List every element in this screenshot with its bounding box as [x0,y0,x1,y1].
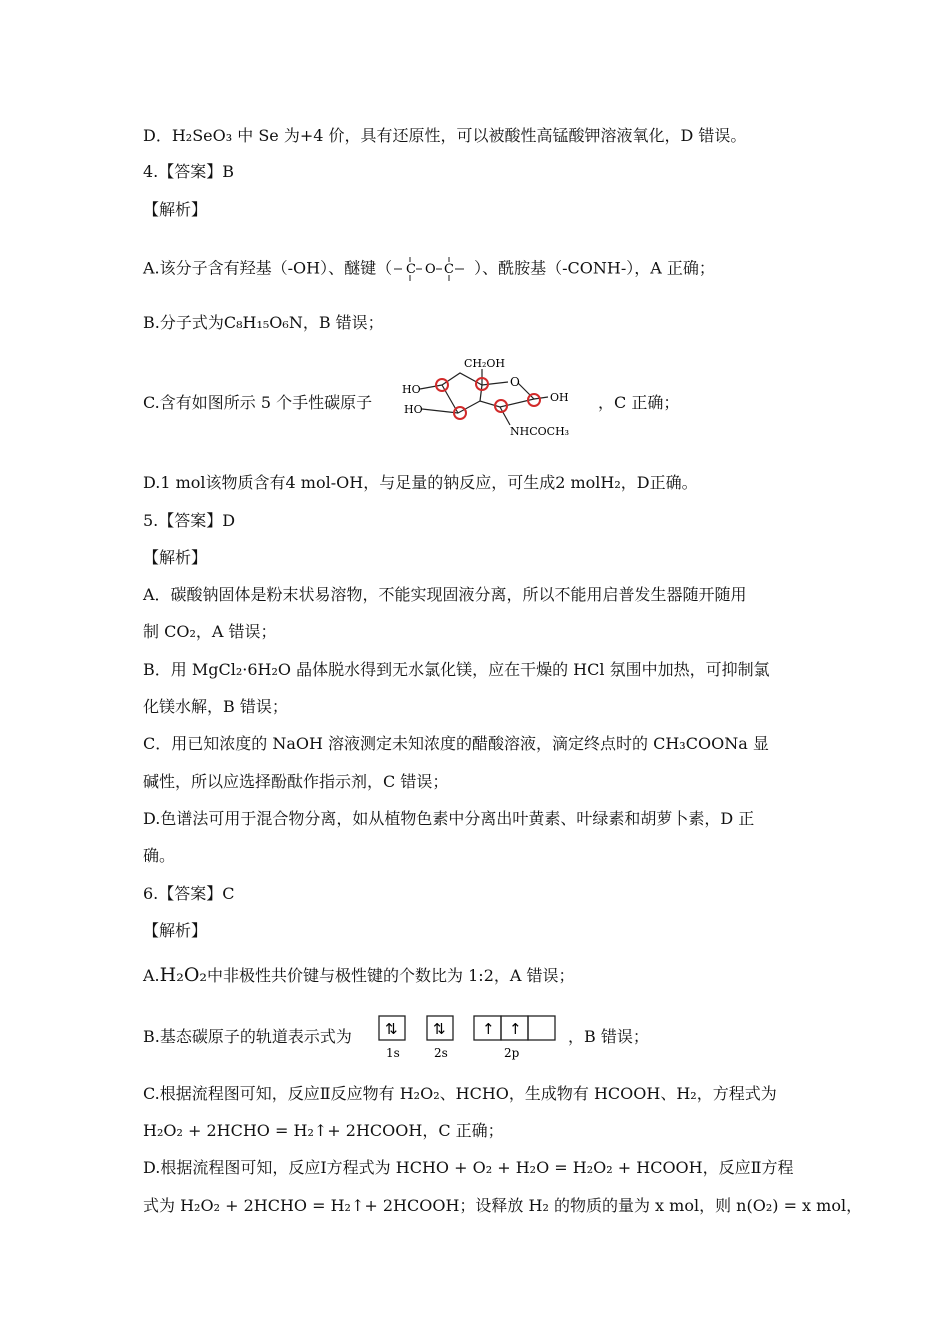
sugar-ho-2: HO [404,403,423,416]
q4-option-c-post: ，C 正确； [598,393,680,412]
orbital-box-2p-3 [528,1016,555,1040]
q4-option-a [143,256,715,282]
q5-option-a-line2: 制 CO₂，A 错误； [143,622,277,641]
q4-a-text-post: ）、酰胺基（-CONH-），A 正确； [474,258,715,278]
q6-a-text-post: 中非极性共价键与极性键的个数比为 1:2，A 错误； [207,966,575,985]
q5-option-c-line2: 碱性，所以应选择酚酞作指示剂，C 错误； [143,772,449,791]
q6-option-d-line1: D.根据流程图可知，反应Ⅰ方程式为 HCHO + O₂ + H₂O = H₂O₂ + HCOOH，反应Ⅱ方程 [143,1158,794,1177]
q5-option-c-line1: C．用已知浓度的 NaOH 溶液测定未知浓度的醋酸溶液，滴定终点时的 CH₃COONa 显 [143,734,769,753]
q4-b-text-post: ，B 错误； [302,313,384,332]
orbital-label-1s: 1s [386,1046,400,1060]
sugar-oh: OH [550,391,569,404]
q3-option-d: D．H₂SeO₃ 中 Se 为+4 价，具有还原性，可以被酸性高锰酸钾溶液氧化，D 错误。 [143,126,747,145]
svg-text:↑: ↑ [509,1020,522,1038]
ether-c1: C [406,262,417,277]
q6-option-c-line2: H₂O₂ + 2HCHO = H₂↑+ 2HCOOH，C 正确； [143,1121,504,1140]
q6-analysis-heading: 【解析】 [143,921,208,940]
orbital-label-2s: 2s [434,1046,448,1060]
q4-answer: 4.【答案】B [143,162,235,181]
glucosamine-figure [400,355,590,440]
svg-text:↑: ↑ [482,1020,495,1038]
q6-answer: 6.【答案】C [143,884,235,903]
ether-c2: C [444,262,455,277]
svg-text:⇅: ⇅ [433,1020,446,1038]
sugar-ch2oh: CH₂OH [464,357,506,370]
q6-option-b-post: ，B 错误； [568,1027,649,1046]
q5-option-d-line1: D.色谱法可用于混合物分离，如从植物色素中分离出叶黄素、叶绿素和胡萝卜素，D 正 [143,809,755,828]
svg-text:⇅: ⇅ [385,1020,398,1038]
q4-option-b [143,313,384,333]
q5-analysis-heading: 【解析】 [143,548,208,567]
ether-bond-figure [392,256,474,282]
q4-option-c-text: C.含有如图所示 5 个手性碳原子 [143,393,373,412]
q6-a-formula: H₂O₂ [159,964,208,986]
q5-option-a-line1: A．碳酸钠固体是粉末状易溶物，不能实现固液分离，所以不能用启普发生器随开随用 [143,585,747,604]
q4-b-text-pre: B.分子式为 [143,313,224,332]
q6-option-d-line2: 式为 H₂O₂ + 2HCHO = H₂↑+ 2HCOOH；设释放 H₂ 的物质的量为 x mol，则 n(O₂) = x mol， [143,1196,863,1215]
q6-option-b-text: B.基态碳原子的轨道表示式为 [143,1027,352,1046]
q5-option-b-line1: B．用 MgCl₂·6H₂O 晶体脱水得到无水氯化镁，应在干燥的 HCl 氛围中加热，可抑制氯 [143,660,770,679]
q5-option-d-line2: 确。 [143,846,176,865]
orbital-diagram [378,1015,558,1061]
q6-a-text-pre: A. [143,966,160,985]
q4-option-d: D.1 mol该物质含有4 mol-OH，与足量的钠反应，可生成2 molH₂，D正确。 [143,473,698,492]
ether-o: O [425,262,436,277]
sugar-ring-o: O [510,375,520,389]
sugar-ho-1: HO [402,383,421,396]
q6-option-c-line1: C.根据流程图可知，反应Ⅱ反应物有 H₂O₂、HCHO，生成物有 HCOOH、H₂，方程式为 [143,1084,777,1103]
q5-option-b-line2: 化镁水解，B 错误； [143,697,288,716]
q5-answer: 5.【答案】D [143,511,236,530]
q4-analysis-heading: 【解析】 [143,200,208,219]
sugar-nhcoch3: NHCOCH₃ [510,425,570,438]
q6-option-a [143,965,575,986]
q4-b-formula: C₈H₁₅O₆N [223,313,303,332]
q4-a-text-pre: A.该分子含有羟基（-OH）、醚键（ [143,258,393,278]
orbital-label-2p: 2p [504,1046,520,1060]
